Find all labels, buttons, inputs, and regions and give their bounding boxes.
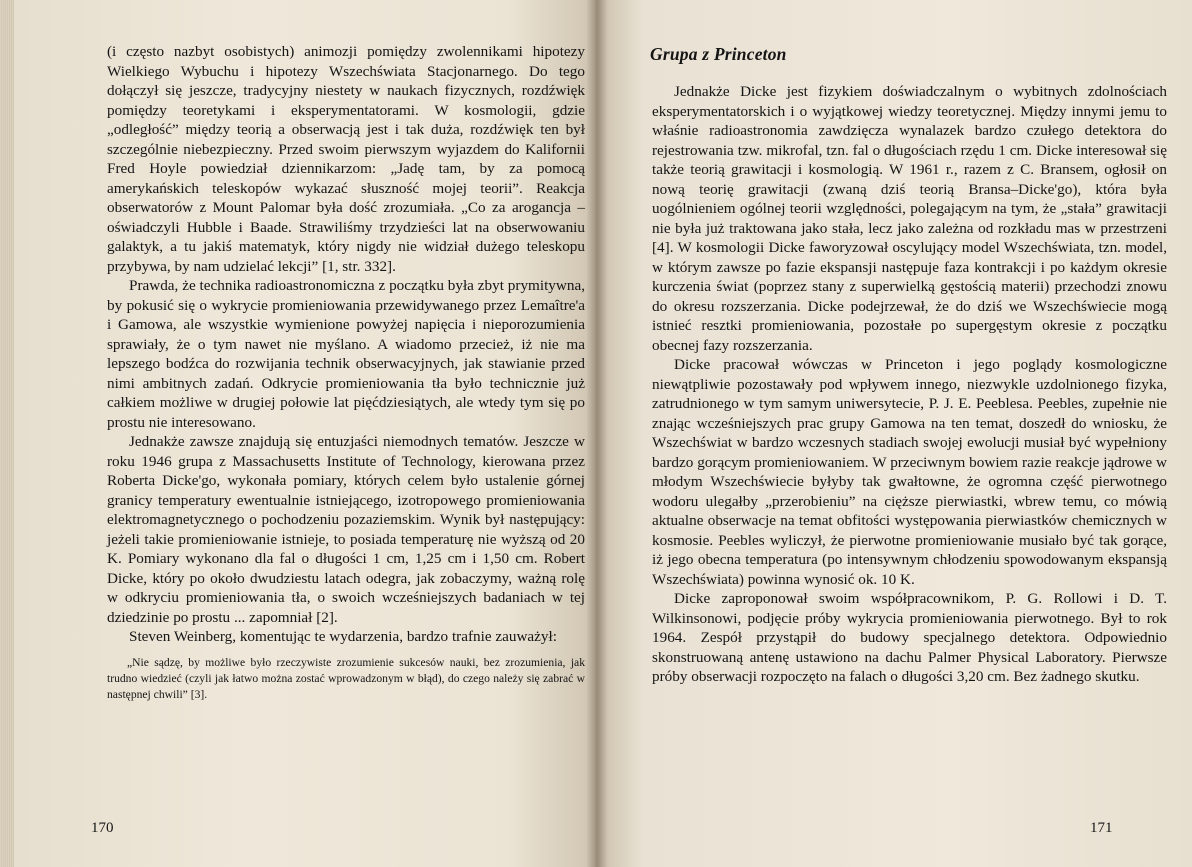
paragraph: Jednakże Dicke jest fizykiem doświadczalnym o wybitnych zdolnościach eksperymentatorskich i o wyjątkowej wiedzy teoretycznej. Między innymi jemu to właśnie radioastronomia zawdzięcza wynalazek bardzo czułego detektora do rejestrowania tzw. mikrofal, tzn. fal o długościach rzędu 1 cm. Dicke interesował się także teorią grawitacji i kosmologią. W 1961 r., razem z C. Bransem, ogłosił on nową teorię grawitacji (zwaną dziś teorią Bransa–Dicke'go), która była uogólnieniem ogólnej teorii względności, polegającym na tym, że „stała” grawitacji nie była już traktowana jako stała, lecz jako zależna od rozkładu mas w przestrzeni [4]. W kosmologii Dicke faworyzował oscylujący model Wszechświata, tzn. model, w którym zawsze po fazie ekspansji następuje faza kontrakcji i po każdym okresie kurczenia świat (poprzez stany z superwielką gęstością materii) przechodzi znowu do okresu rozszerzania. Dicke podejrzewał, że do dziś we Wszechświecie mogą istnieć resztki promieniowania, pozostałe po supergęstym okresie z początku obecnej fazy rozszerzania. — [652, 83, 1167, 354]
right-page — [596, 0, 1192, 867]
page-number: 170 — [91, 820, 114, 836]
left-page — [14, 0, 596, 867]
paragraph: (i często nazbyt osobistych) animozji pomiędzy zwolennikami hipotezy Wielkiego Wybuchu i hipotezy Wszechświata Stacjonarnego. Do tego dołączył się jeszcze, tradycyjny niestety w naukach fizycznych, rozdźwięk pomiędzy teoretykami i eksperymentatorami. W kosmologii, gdzie „odległość” między teorią a obserwacją jest i tak duża, rozdźwięk ten był szczególnie niebezpieczny. Przed swoim pierwszym wyjazdem do Kalifornii Fred Hoyle powiedział dziennikarzom: „Jadę tam, by za pomocą amerykańskich teleskopów wykazać słuszność mojej teorii”. Reakcja obserwatorów z Mount Palomar była dość zrozumiała. „Co za arogancja – oświadczyli Hubble i Baade. Strawiliśmy trzydzieści lat na obserwowaniu galaktyk, a tu jakiś matematyk, który nigdy nie widział dużego teleskopu przybywa, by nam udzielać lekcji” [1, str. 332]. — [107, 43, 585, 275]
book-gutter — [586, 0, 608, 867]
paragraph: Dicke pracował wówczas w Princeton i jego poglądy kosmologiczne niewątpliwie pozostawały pod wpływem innego, niezwykle uzdolnionego fizyka, zatrudnionego w tym samym uniwersytecie, P. J. E. Peeblesa. Peebles, zupełnie nie znając wcześniejszych prac grupy Gamowa na ten temat, doszedł do wniosku, że Wszechświat w bardzo wczesnych stadiach swojej ewolucji musiał być wypełniony bardzo gorącym promieniowaniem. W przeciwnym bowiem razie reakcje jądrowe w młodym Wszechświecie byłyby tak gwałtowne, że ogromna część pierwotnego wodoru ulegałby „przerobieniu” na cięższe pierwiastki, wbrew temu, co mówią aktualne obserwacje na temat obfitości występowania pierwiastków chemicznych w kosmosie. Peebles wyliczył, że pierwotne promieniowanie musiało być tak gorące, iż jego obecna temperatura (po intensywnym chłodzeniu spowodowanym ekspansją Wszechświata) powinna wynosić ok. 10 K. — [652, 356, 1167, 588]
paragraph: Steven Weinberg, komentując te wydarzenia, bardzo trafnie zauważył: — [129, 628, 557, 645]
block-quote: „Nie sądzę, by możliwe było rzeczywiste zrozumienie sukcesów nauki, bez zrozumienia, jak trudno wiedzieć (czyli jak łatwo można zostać wprowadzonym w błąd), do czego należy się zabrać w następnej chwili” [3]. — [107, 655, 585, 701]
paragraph: Dicke zaproponował swoim współpracownikom, P. G. Rollowi i D. T. Wilkinsonowi, podjęcie próby wykrycia promieniowania pierwotnego. Był to rok 1964. Zespół przystąpił do budowy specjalnego detektora. Odpowiednio skonstruowaną antenę ustawiono na dachu Palmer Physical Laboratory. Pierwsze próby obserwacji rozpoczęto na falach o długości 3,20 cm. Bez żadnego skutku. — [652, 590, 1167, 685]
section-heading: Grupa z Princeton — [650, 44, 787, 64]
left-page-text — [107, 42, 585, 703]
paragraph: Prawda, że technika radioastronomiczna z początku była zbyt prymitywna, by pokusić się o wykrycie promieniowania przewidywanego przez Lemaître'a i Gamowa, ale wszystkie wymienione powyżej napięcia i nieporozumienia sprawiały, że o tym nawet nie myślano. A wiadomo przecież, iż nie ma lepszego bodźca do rozwijania technik obserwacyjnych, jak stawianie przed nimi ambitnych zadań. Odkrycie promieniowania tła było technicznie już całkiem możliwe w drugiej połowie lat pięćdziesiątych, ale wtedy tym się po prostu nie interesowano. — [107, 277, 585, 431]
page-number: 171 — [1090, 820, 1113, 836]
page-stack-edge — [0, 0, 15, 867]
paragraph: Jednakże zawsze znajdują się entuzjaści niemodnych tematów. Jeszcze w roku 1946 grupa z Massachusetts Institute of Technology, kierowana przez Roberta Dicke'go, wykonała pomiary, których celem było ustalenie górnej granicy temperatury ewentualnie istniejącego, izotropowego promieniowania elektromagnetycznego o pochodzeniu pozaziemskim. Wynik był następujący: jeżeli takie promieniowanie istnieje, to posiada temperaturę nie wyższą od 20 K. Pomiary wykonano dla fal o długości 1 cm, 1,25 cm i 1,50 cm. Robert Dicke, który po około dwudziestu latach odegra, jak zobaczymy, ważną rolę w odkryciu promieniowania tła, o swoich wcześniejszych badaniach w tej dziedzinie po prostu ... zapomniał [2]. — [107, 433, 585, 626]
right-page-text — [652, 82, 1167, 687]
